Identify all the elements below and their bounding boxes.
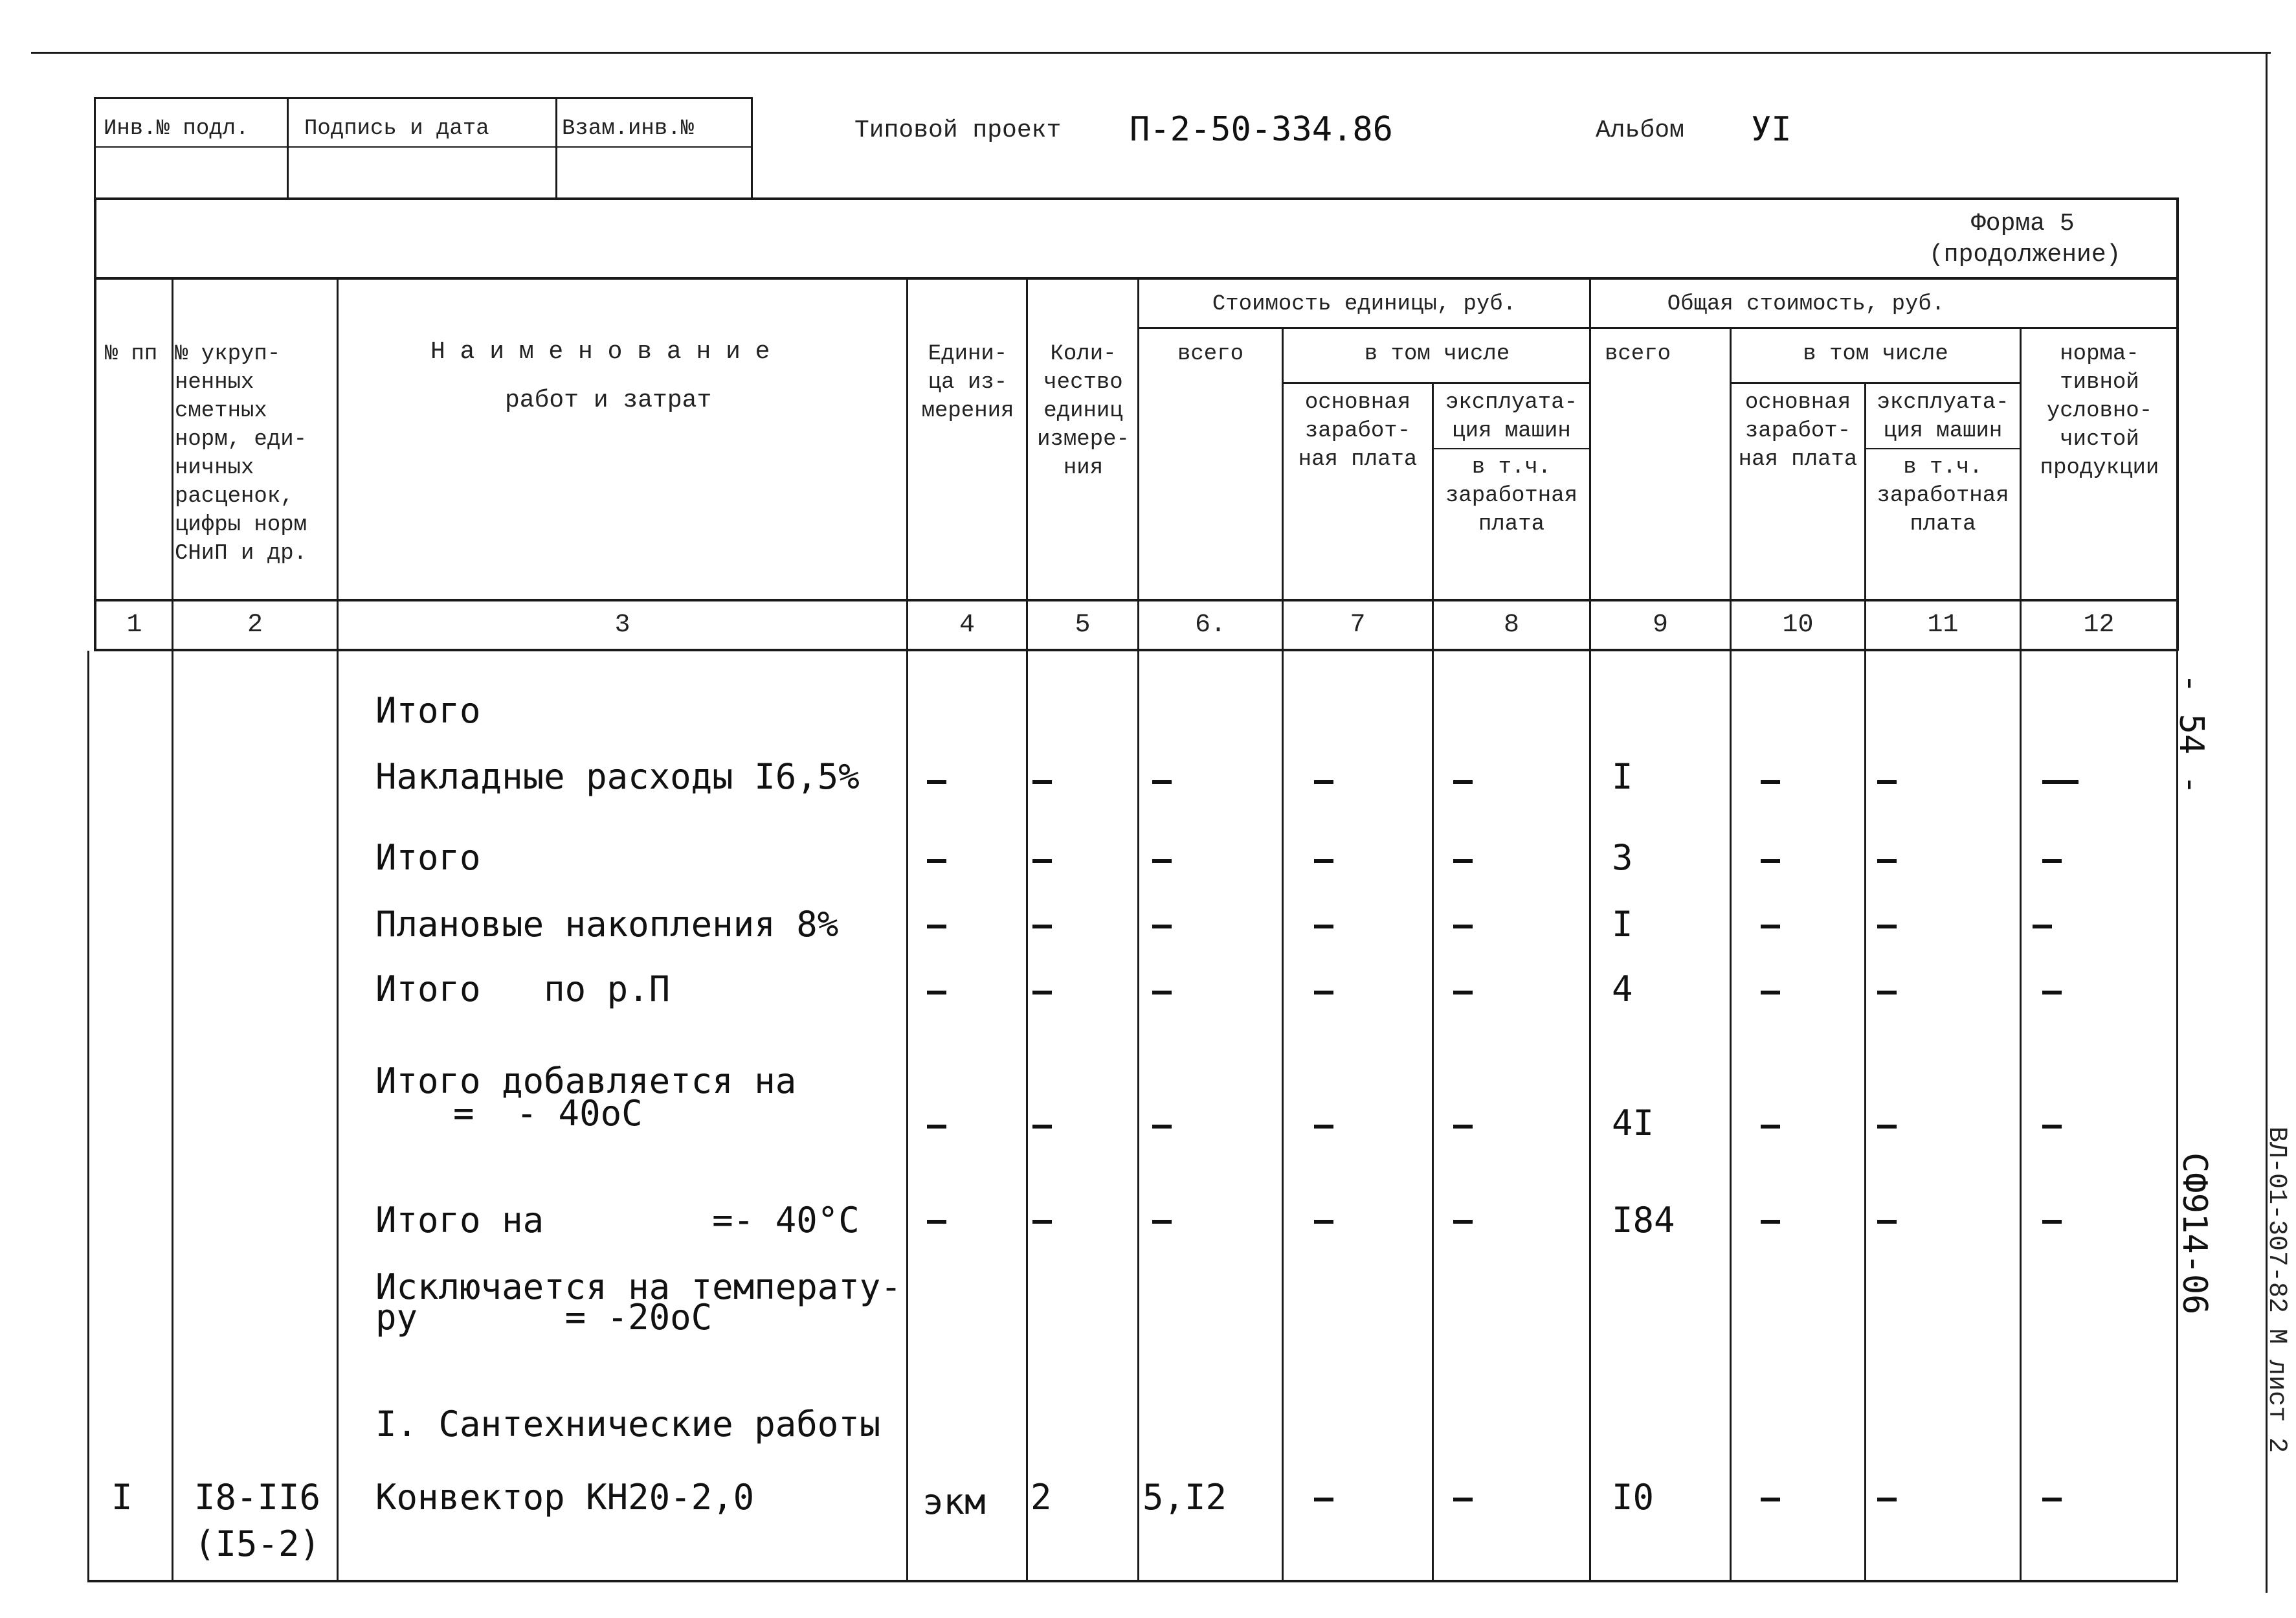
table-bottom (87, 1580, 2178, 1582)
dash (1761, 859, 1780, 863)
form-subtitle: (продолжение) (1929, 241, 2121, 269)
dash (1032, 780, 1052, 784)
dash (1314, 991, 1333, 994)
dash (2042, 780, 2079, 784)
row-planovye-total: I (1612, 904, 1633, 945)
dash (1453, 991, 1473, 994)
dash (1314, 925, 1333, 928)
unit-vsego: всего (1177, 342, 1244, 366)
row-konvektor-code-b: (I5-2) (194, 1523, 321, 1564)
row-dobavl-a: Итого добавляется на (375, 1061, 797, 1101)
stamp-top (94, 97, 751, 99)
colnum-1: 1 (126, 611, 142, 640)
dash (927, 925, 946, 928)
col-line-11 (1864, 382, 1866, 1580)
dash (1032, 1220, 1052, 1224)
table-right (2176, 197, 2179, 651)
dash (1877, 859, 1897, 863)
row-konvektor-code-a: I8-II6 (194, 1477, 321, 1518)
col-line-5 (1026, 277, 1028, 1580)
unit-osnovnaya: основная заработ- ная плата (1298, 390, 1418, 472)
colnum-10: 10 (1782, 611, 1814, 640)
row-planovye: Плановые накопления 8% (375, 904, 839, 945)
dash (1314, 1220, 1333, 1224)
dash (1877, 1220, 1897, 1224)
total-vtch: в т.ч. заработная плата (1877, 455, 2009, 537)
dash (1877, 1125, 1897, 1129)
row-itogo-40: Итого на =- 40°С (375, 1200, 860, 1241)
dash (1877, 991, 1897, 994)
unit-ekspl-line (1432, 448, 1589, 449)
normativ-header: норма- тивной условно- чистой продукции (2040, 342, 2159, 480)
row-santeh: I. Сантехнические работы (375, 1404, 881, 1444)
row-konvektor-total: I0 (1612, 1477, 1655, 1518)
dash (1152, 925, 1172, 928)
dash (1877, 925, 1897, 928)
dash (1152, 1220, 1172, 1224)
dash (2042, 1220, 2062, 1224)
dash (2042, 859, 2062, 863)
col4-header: Едини- ца из- мерения (921, 342, 1014, 423)
colnum-6: 6. (1194, 611, 1226, 640)
col3-sub: работ и затрат (505, 387, 712, 414)
col-line-10 (1730, 327, 1732, 1580)
dash (1314, 1125, 1333, 1129)
row-dobavl-b: = - 40оС (453, 1093, 643, 1134)
dash (1032, 925, 1052, 928)
stamp-v4 (751, 97, 753, 199)
total-ekspl-line (1864, 448, 2020, 449)
col-line-8 (1432, 382, 1434, 1580)
dash (1453, 780, 1473, 784)
row-konvektor-price: 5,I2 (1142, 1477, 1227, 1518)
doc-code: СФ914-06 (2175, 1152, 2214, 1315)
row-itogo-rp-total: 4 (1612, 969, 1633, 1009)
dash (2042, 1125, 2062, 1129)
dash (2042, 991, 2062, 994)
table-form-line (94, 277, 2178, 280)
col2-header: № укруп- ненных сметных норм, еди- ничных расценок, цифры норм СНиП и др. (175, 342, 307, 566)
stamp-v2 (287, 97, 289, 199)
dash (1877, 780, 1897, 784)
dash (1453, 1220, 1473, 1224)
row-konvektor-unit: экм (922, 1481, 986, 1522)
dash (1761, 1125, 1780, 1129)
table-left (94, 197, 96, 651)
page-number: - 54 - (2172, 673, 2211, 795)
dash (1152, 991, 1172, 994)
row-itogo-1: Итого (375, 690, 481, 731)
album-value: УI (1751, 110, 1792, 149)
dash (1877, 1498, 1897, 1501)
dash (1761, 991, 1780, 994)
unit-incl-line (1282, 382, 1589, 384)
col-line-2 (172, 277, 173, 1580)
table-top (94, 197, 2178, 200)
colnum-9: 9 (1652, 611, 1668, 640)
dash (1152, 1125, 1172, 1129)
total-vsego: всего (1604, 342, 1671, 366)
row-nakladnye: Накладные расходы I6,5% (375, 756, 860, 797)
dash (1453, 1498, 1473, 1501)
colnum-11: 11 (1927, 611, 1959, 640)
colnum-4: 4 (959, 611, 975, 640)
dash (927, 859, 946, 863)
col-line-4 (906, 277, 908, 1580)
row-konvektor-num: I (111, 1477, 133, 1518)
dash (1152, 859, 1172, 863)
row-nakladnye-total: I (1612, 756, 1633, 797)
unit-cost-header: Стоимость единицы, руб. (1212, 292, 1517, 317)
body-left (87, 651, 89, 1582)
dash (1761, 1220, 1780, 1224)
dash (927, 1220, 946, 1224)
sign-label: Подпись и дата (304, 117, 489, 141)
sheet-ref: ВЛ-01-307-82 М лист 2 (2262, 1127, 2291, 1454)
total-incl-line (1730, 382, 2020, 384)
row-itogo-40-total: I84 (1612, 1200, 1675, 1241)
form-title: Форма 5 (1971, 210, 2075, 238)
inv-label: Инв.№ подл. (104, 117, 249, 141)
col-line-3 (337, 277, 339, 1580)
colnum-7: 7 (1350, 611, 1366, 640)
total-incl: в том числе (1803, 342, 1948, 366)
colnum-2: 2 (247, 611, 263, 640)
col-line-12 (2020, 327, 2022, 1580)
col3-title: Н а и м е н о в а н и е (430, 338, 770, 366)
col1-header: № пп (104, 342, 158, 366)
col-line-7 (1282, 327, 1284, 1580)
project-code: П-2-50-334.86 (1130, 110, 1393, 149)
dash (1453, 859, 1473, 863)
row-iskl-a: Исключается на температу- (375, 1266, 902, 1307)
top-rule (31, 52, 2271, 54)
colnum-3: 3 (614, 611, 630, 640)
dash (1761, 780, 1780, 784)
row-itogo-2: Итого (375, 837, 481, 878)
dash (1453, 1125, 1473, 1129)
dash (1761, 1498, 1780, 1501)
col5-header: Коли- чество единиц измере- ния (1037, 342, 1130, 480)
dash (927, 780, 946, 784)
colnum-5: 5 (1075, 611, 1091, 640)
unit-ekspl: эксплуата- ция машин (1445, 390, 1578, 444)
dash (2042, 1498, 2062, 1501)
dash (1314, 780, 1333, 784)
colnum-8: 8 (1503, 611, 1519, 640)
stamp-mid (94, 146, 751, 148)
stamp-v3 (555, 97, 557, 199)
col-line-9 (1589, 277, 1591, 1580)
row-itogo-rp: Итого по р.П (375, 969, 671, 1009)
dash (1761, 925, 1780, 928)
cost-group-line (1137, 327, 2178, 329)
row-dobavl-total: 4I (1612, 1103, 1655, 1143)
dash (1032, 859, 1052, 863)
dash (1032, 991, 1052, 994)
row-konvektor-name: Конвектор КН20-2,0 (375, 1477, 755, 1518)
row-iskl-b: ру = -20оС (375, 1297, 713, 1338)
colnum-12: 12 (2083, 611, 2115, 640)
total-ekspl: эксплуата- ция машин (1877, 390, 2009, 444)
dash (1314, 1498, 1333, 1501)
unit-vtch: в т.ч. заработная плата (1445, 455, 1578, 537)
row-itogo-2-total: 3 (1612, 837, 1633, 878)
unit-incl: в том числе (1364, 342, 1510, 366)
dash (1453, 925, 1473, 928)
row-konvektor-qty: 2 (1031, 1477, 1052, 1518)
project-label: Типовой проект (854, 117, 1062, 144)
col-line-6 (1137, 277, 1139, 1580)
total-osnovnaya: основная заработ- ная плата (1738, 390, 1858, 472)
album-label: Альбом (1596, 117, 1684, 144)
dash (927, 991, 946, 994)
dash (2033, 925, 2052, 928)
dash (1152, 780, 1172, 784)
dash (1314, 859, 1333, 863)
total-cost-header: Общая стоимость, руб. (1667, 292, 1945, 317)
dash (1032, 1125, 1052, 1129)
dash (927, 1125, 946, 1129)
stamp-v1 (94, 97, 96, 199)
vzam-label: Взам.инв.№ (562, 117, 695, 141)
